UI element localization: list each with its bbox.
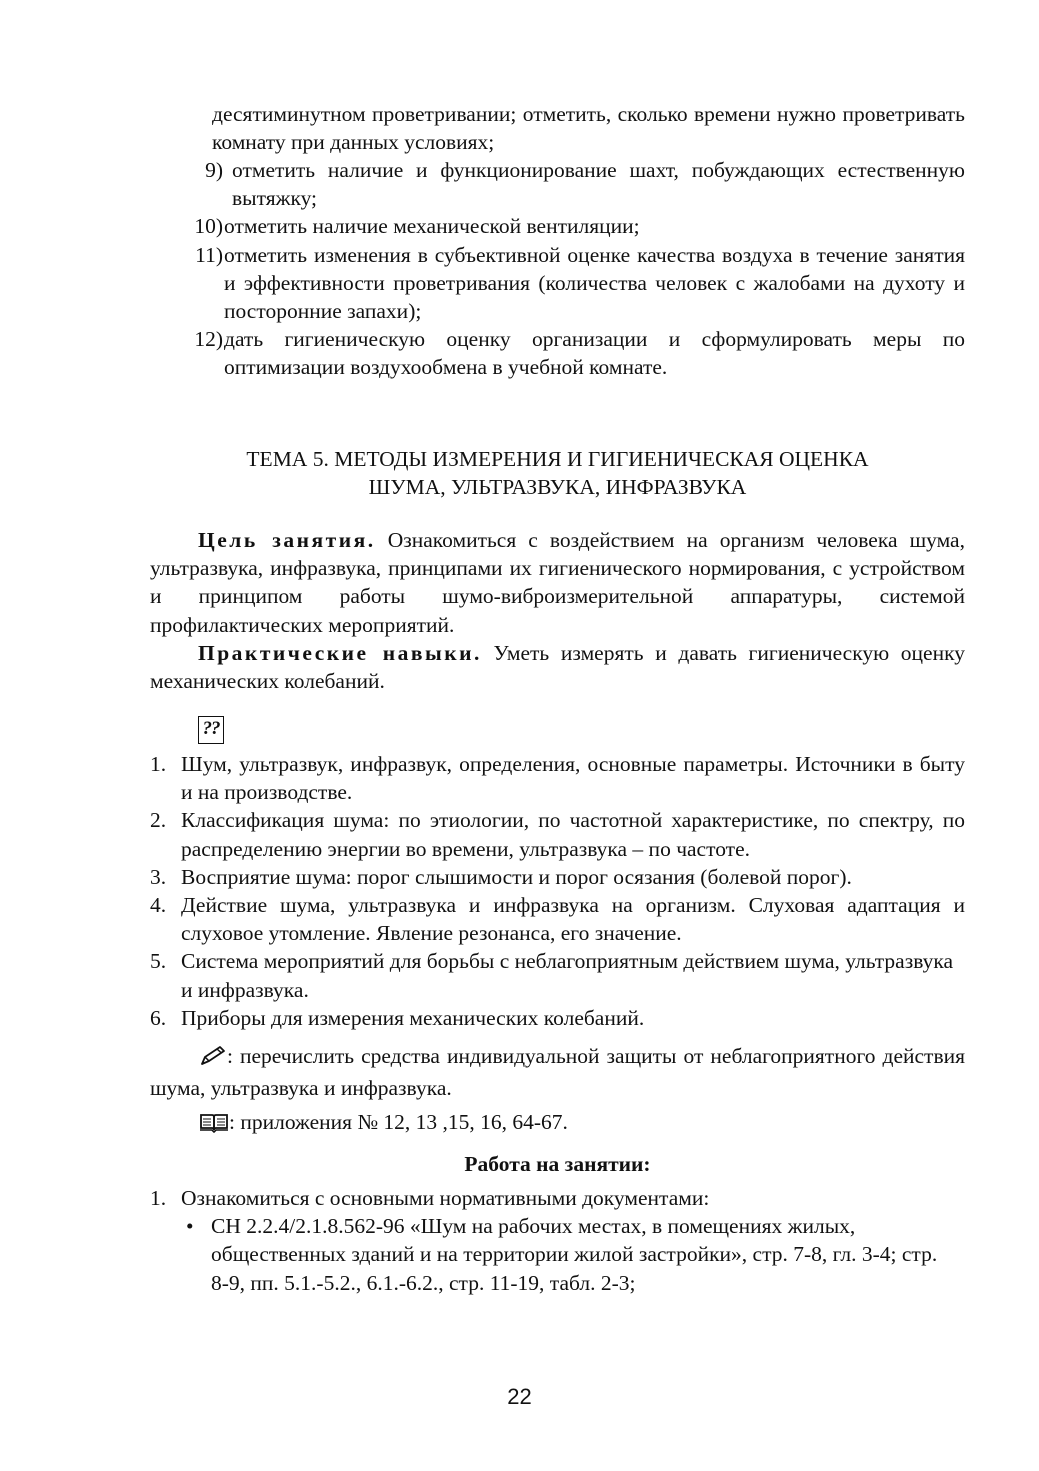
questions-icon: ?? xyxy=(198,716,224,744)
question-text: Восприятие шума: порог слышимости и порог осязания (болевой порог). xyxy=(181,864,852,889)
bullet-text: СН 2.2.4/2.1.8.562-96 «Шум на рабочих местах, в помещениях жилых, общественных зданий и на территории жилой застройки», стр. 7-8, гл. 3-4; стр. 8-9, пп. 5.1.-5.2., 6.1.-6.2., стр. 11-19, табл. 2-3; xyxy=(211,1214,938,1295)
question-number: 2. xyxy=(150,808,167,833)
task-text: дать гигиеническую оценку организации и сформулировать меры по оптимизации воздухообмена в учебной комнате. xyxy=(224,327,965,380)
goal-text: Ознакомиться с воздействием на организм человека шума, ультразвука, инфразвука, принципами их гигиенического нормирования, с устройством и принципом работы шумо-виброизмерительной аппаратуры, системой профилактических мероприятий. xyxy=(150,528,965,637)
task-number: 9) xyxy=(205,158,223,182)
question-text: Система мероприятий для борьбы с неблагоприятным действием шума, ультразвука и инфразвука. xyxy=(181,949,954,1002)
skills-paragraph xyxy=(150,639,965,695)
topic-title-line1: ТЕМА 5. МЕТОДЫ ИЗМЕРЕНИЯ И ГИГИЕНИЧЕСКАЯ ОЦЕНКА xyxy=(246,447,869,471)
bullet-dot: • xyxy=(186,1214,194,1239)
work-text: Ознакомиться с основными нормативными документами: xyxy=(181,1186,710,1210)
goal-paragraph xyxy=(150,526,965,639)
work-item xyxy=(150,1184,965,1212)
task-item xyxy=(170,325,965,381)
task-item xyxy=(170,241,965,326)
written-task-paragraph xyxy=(150,1042,965,1102)
question-item xyxy=(150,863,965,891)
question-number: 1. xyxy=(150,752,167,776)
task-number: 12) xyxy=(194,327,223,352)
task-item xyxy=(170,156,965,212)
questions-list xyxy=(150,750,965,1032)
task-text: отметить изменения в субъективной оценке качества воздуха в течение занятия и эффективности проветривания (количества человек с жалобами на духоту и посторонние запахи); xyxy=(224,242,965,324)
question-number: 5. xyxy=(150,949,167,974)
task-list xyxy=(170,156,965,382)
topic-title-line2: ШУМА, УЛЬТРАЗВУКА, ИНФРАЗВУКА xyxy=(368,475,747,500)
task-text: отметить наличие и функционирование шахт, побуждающих естественную вытяжку; xyxy=(232,158,965,211)
question-number: 6. xyxy=(150,1005,167,1030)
question-number: 3. xyxy=(150,864,167,889)
pencil-icon xyxy=(199,1045,227,1074)
literature-line xyxy=(150,1108,965,1140)
topic-title xyxy=(150,445,965,501)
written-task-text: : перечислить средства индивидуальной защиты от неблагоприятного действия шума, ультразвука и инфразвука. xyxy=(150,1044,965,1101)
question-item xyxy=(150,891,965,947)
question-item xyxy=(150,806,965,862)
work-list xyxy=(150,1184,965,1297)
skills-text: Уметь измерять и давать гигиеническую оценку механических колебаний. xyxy=(150,641,965,694)
bullet-item xyxy=(150,1212,965,1297)
task-number: 10) xyxy=(194,214,223,239)
task-item xyxy=(170,212,965,240)
task-text: отметить наличие механической вентиляции; xyxy=(224,214,640,239)
skills-label: Практические навыки. xyxy=(198,641,482,665)
work-number: 1. xyxy=(150,1186,167,1210)
task-number: 11) xyxy=(195,242,223,267)
book-icon xyxy=(199,1111,229,1140)
work-heading: Работа на занятии: xyxy=(464,1152,651,1176)
page-number: 22 xyxy=(507,1384,532,1409)
goal-label: Цель занятия. xyxy=(198,528,376,552)
question-text: Классификация шума: по этиологии, по частотной характеристике, по спектру, по распределению энергии во времени, ультразвука – по частоте. xyxy=(181,808,965,861)
question-text: Действие шума, ультразвука и инфразвука на организм. Слуховая адаптация и слуховое утомление. Явление резонанса, его значение. xyxy=(181,893,965,946)
literature-text: : приложения № 12, 13 ,15, 16, 64-67. xyxy=(229,1110,568,1134)
intro-continuation: десятиминутном проветривании; отметить, сколько времени нужно проветривать комнату при данных условиях; xyxy=(212,102,965,155)
question-text: Шум, ультразвук, инфразвук, определения, основные параметры. Источники в быту и на производстве. xyxy=(181,752,965,805)
question-number: 4. xyxy=(150,893,167,918)
question-item xyxy=(150,750,965,806)
question-item xyxy=(150,947,965,1003)
question-text: Приборы для измерения механических колебаний. xyxy=(181,1005,645,1030)
question-item xyxy=(150,1004,965,1032)
